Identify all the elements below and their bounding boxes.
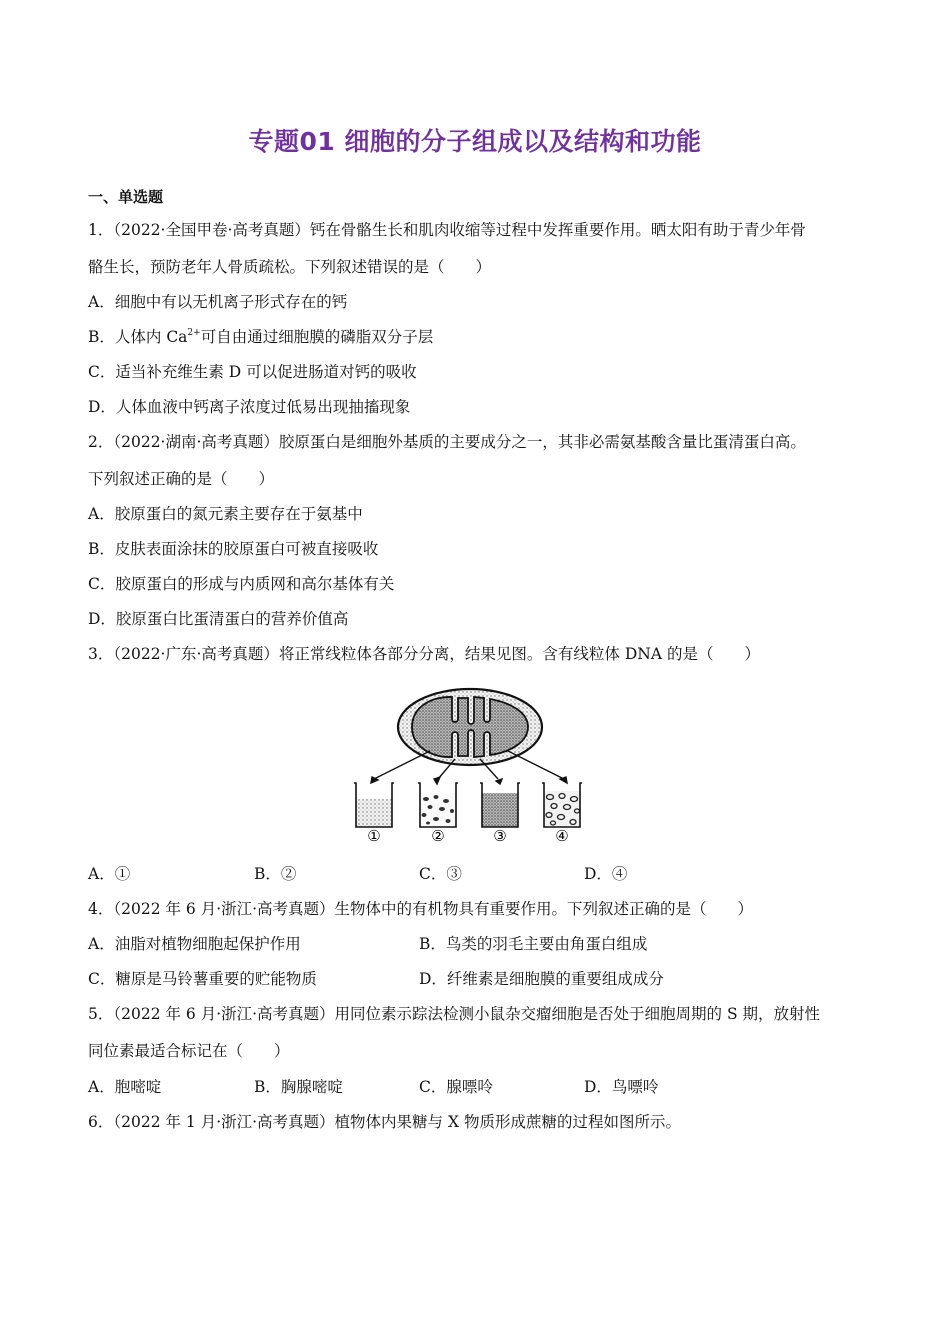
figure-label-4: ④ bbox=[555, 827, 569, 843]
mitochondria-diagram bbox=[350, 683, 610, 843]
beaker-2 bbox=[418, 783, 458, 827]
q5-stem-line1: 5．（2022 年 6 月·浙江·高考真题）用同位素示踪法检测小鼠杂交瘤细胞是否处于细胞周期的 S 期，放射性 bbox=[88, 1005, 821, 1023]
q4-option-a: A．油脂对植物细胞起保护作用 bbox=[88, 935, 301, 953]
q2-option-a: A．胶原蛋白的氮元素主要存在于氨基中 bbox=[88, 505, 363, 523]
q1-option-c: C．适当补充维生素 D 可以促进肠道对钙的吸收 bbox=[88, 363, 417, 381]
q2-option-c: C．胶原蛋白的形成与内质网和高尔基体有关 bbox=[88, 575, 395, 593]
q5-option-c: C．腺嘌呤 bbox=[419, 1078, 493, 1096]
q5-option-d: D．鸟嘌呤 bbox=[584, 1078, 659, 1096]
beaker-1 bbox=[354, 783, 394, 827]
mitochondria-figure bbox=[350, 683, 610, 847]
q4-option-c: C．糖原是马铃薯重要的贮能物质 bbox=[88, 970, 317, 988]
beaker-3 bbox=[480, 783, 520, 827]
figure-label-3: ③ bbox=[493, 827, 507, 843]
q3-option-c: C．③ bbox=[419, 865, 462, 883]
q4-stem-line1: 4．（2022 年 6 月·浙江·高考真题）生物体中的有机物具有重要作用。下列叙述正确的是（ ） bbox=[88, 900, 754, 918]
q3-stem-line1: 3．（2022·广东·高考真题）将正常线粒体各部分分离，结果见图。含有线粒体 DNA 的是（ ） bbox=[88, 645, 760, 663]
q3-option-b: B．② bbox=[254, 865, 297, 883]
q1-option-b bbox=[88, 326, 433, 348]
q1-option-b-sup: 2+ bbox=[187, 328, 201, 338]
q4-option-d: D．纤维素是细胞膜的重要组成成分 bbox=[419, 970, 664, 988]
q2-option-d: D．胶原蛋白比蛋清蛋白的营养价值高 bbox=[88, 610, 349, 628]
q4-option-b: B．鸟类的羽毛主要由角蛋白组成 bbox=[419, 935, 648, 953]
beaker-4 bbox=[542, 783, 582, 827]
figure-label-2: ② bbox=[431, 827, 445, 843]
q1-option-d: D．人体血液中钙离子浓度过低易出现抽搐现象 bbox=[88, 398, 411, 416]
section-heading: 一、单选题 bbox=[88, 188, 164, 206]
q2-stem-line2: 下列叙述正确的是（ ） bbox=[88, 470, 275, 488]
q3-option-d: D．④ bbox=[584, 865, 628, 883]
q6-stem-line1: 6．（2022 年 1 月·浙江·高考真题）植物体内果糖与 X 物质形成蔗糖的过程如图所示。 bbox=[88, 1113, 681, 1131]
figure-label-1: ① bbox=[367, 827, 381, 843]
q5-option-b: B．胸腺嘧啶 bbox=[254, 1078, 343, 1096]
q1-stem-line2: 骼生长，预防老年人骨质疏松。下列叙述错误的是（ ） bbox=[88, 258, 492, 276]
q1-stem-line1: 1．（2022·全国甲卷·高考真题）钙在骨骼生长和肌肉收缩等过程中发挥重要作用。晒太阳有助于青少年骨 bbox=[88, 221, 806, 239]
q3-option-a: A．① bbox=[88, 865, 131, 883]
page-title: 专题01 细胞的分子组成以及结构和功能 bbox=[248, 127, 702, 156]
q1-option-a: A．细胞中有以无机离子形式存在的钙 bbox=[88, 293, 348, 311]
q5-stem-line2: 同位素最适合标记在（ ） bbox=[88, 1042, 290, 1060]
q5-option-a: A．胞嘧啶 bbox=[88, 1078, 162, 1096]
q2-stem-line1: 2．（2022·湖南·高考真题）胶原蛋白是细胞外基质的主要成分之一，其非必需氨基酸含量比蛋清蛋白高。 bbox=[88, 433, 806, 451]
q1-option-b-post: 可自由通过细胞膜的磷脂双分子层 bbox=[200, 328, 434, 346]
q1-option-b-pre: B．人体内 Ca bbox=[88, 328, 188, 346]
q2-option-b: B．皮肤表面涂抹的胶原蛋白可被直接吸收 bbox=[88, 540, 379, 558]
